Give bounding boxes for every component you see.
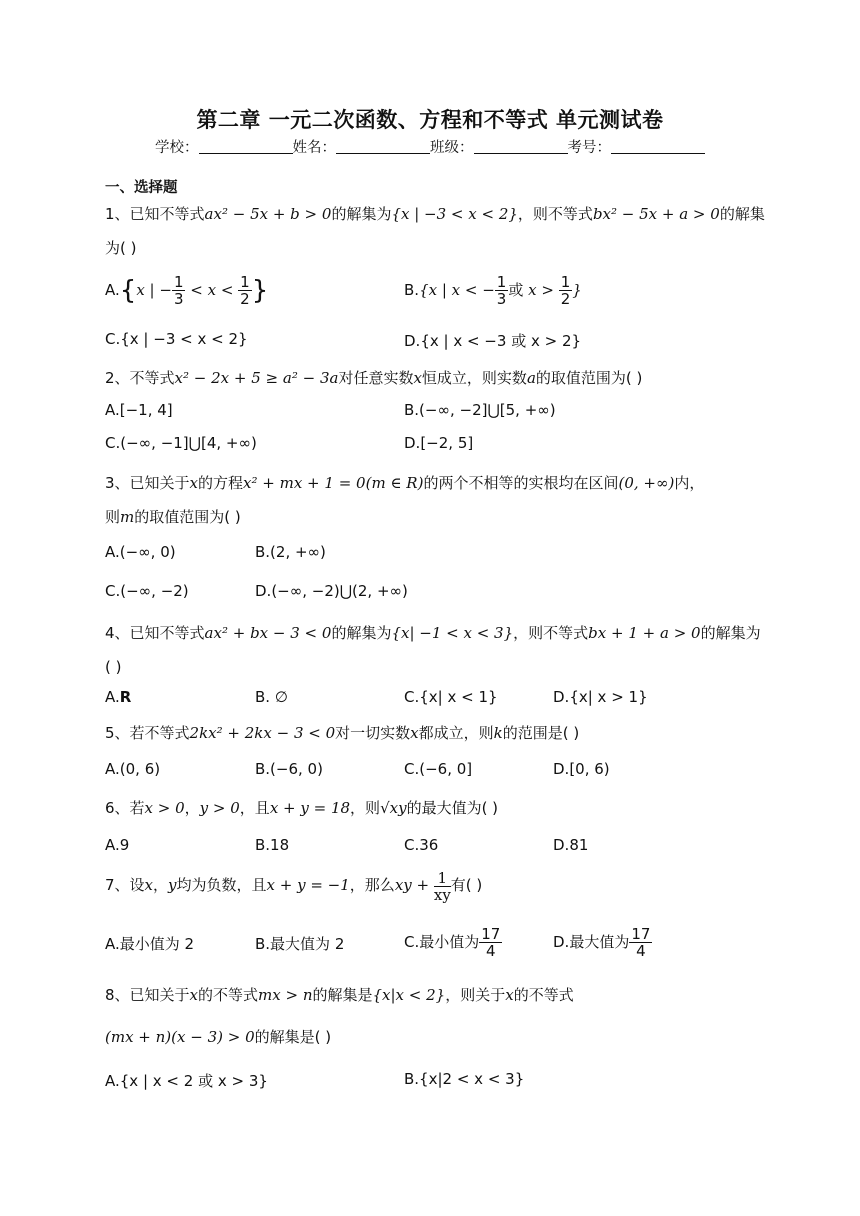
question-6 — [105, 791, 765, 825]
q4-text: ，则不等式 — [513, 624, 589, 642]
question-3 — [105, 466, 765, 534]
q6-option-d[interactable]: D.81 — [553, 836, 589, 854]
q4-text: 的解集为 — [331, 624, 392, 642]
q2-text: 2、不等式 — [105, 369, 175, 387]
q3-option-d[interactable]: D.(−∞, −2)⋃(2, +∞) — [255, 582, 408, 600]
q1-math: {x | −3 < x < 2} — [391, 205, 518, 223]
q8-math: x — [505, 986, 514, 1004]
q6-text: 6、若 — [105, 799, 145, 817]
q4-option-d[interactable]: D.{x| x > 1} — [553, 688, 648, 706]
q8-option-a[interactable] — [105, 1070, 268, 1091]
q7-text: 有( ) — [450, 876, 483, 894]
q5-option-a[interactable]: A.(0, 6) — [105, 760, 161, 778]
numerator: 1 — [496, 273, 507, 291]
q8-math: {x|x < 2} — [372, 986, 446, 1004]
q7-option-a[interactable]: A.最小值为 2 — [105, 935, 195, 953]
option-text: 或 — [198, 1072, 214, 1090]
q5-option-c[interactable]: C.(−6, 0] — [404, 760, 473, 778]
q6-text: ，且 — [239, 799, 270, 817]
brace-right: } — [251, 275, 269, 306]
q8-text: 8、已知关于 — [105, 986, 190, 1004]
name-blank[interactable] — [336, 139, 430, 154]
q7-option-d[interactable] — [553, 926, 652, 959]
q4-text: 4、已知不等式 — [105, 624, 205, 642]
q3-option-c[interactable]: C.(−∞, −2) — [105, 582, 189, 600]
q8-text: 的解集是( ) — [254, 1028, 332, 1046]
q4-text: ( ) — [105, 658, 122, 676]
q2-option-c[interactable]: C.(−∞, −1]⋃[4, +∞) — [105, 434, 257, 452]
numerator: 17 — [481, 925, 501, 943]
q3-text: 则 — [105, 508, 121, 526]
q5-math: x — [410, 724, 419, 742]
q8-math: mx > n — [258, 986, 313, 1004]
q4-option-b[interactable]: B. ∅ — [255, 688, 288, 706]
q6-option-c[interactable]: C.36 — [404, 836, 439, 854]
q3-math: (m ∈ R) — [365, 474, 424, 492]
option-text: D.最大值为 — [553, 933, 630, 951]
fraction — [172, 274, 186, 307]
numerator: 1 — [434, 870, 451, 887]
q7-math: y — [168, 876, 177, 894]
school-label: 学校： — [155, 140, 199, 156]
q2-option-a[interactable]: A.[−1, 4] — [105, 401, 173, 419]
q1-text: ，则不等式 — [517, 205, 593, 223]
q3-math: (0, +∞) — [618, 474, 675, 492]
q2-math: a — [526, 369, 536, 387]
q1-math: bx² − 5x + a > 0 — [592, 205, 720, 223]
q5-option-d[interactable]: D.[0, 6) — [553, 760, 610, 778]
q7-option-c[interactable] — [404, 926, 502, 959]
option-math: x > 3} — [213, 1072, 268, 1090]
q2-math: x — [413, 369, 422, 387]
q4-option-a[interactable] — [105, 688, 131, 706]
q2-option-d[interactable]: D.[−2, 5] — [404, 434, 474, 452]
q3-math: x — [189, 474, 199, 492]
option-math: A.{x | x < 2 — [105, 1072, 199, 1090]
q3-text: 的两个不相等的实根均在区间 — [423, 474, 619, 492]
q1-text: 的解集 — [719, 205, 765, 223]
option-math: D.{x | x < −3 — [404, 332, 512, 350]
school-blank[interactable] — [199, 139, 293, 154]
numerator: 1 — [240, 273, 250, 291]
q8-math: x — [189, 986, 199, 1004]
q2-math: x² − 2x + 5 ≥ a² − 3a — [174, 369, 339, 387]
q7-math: xy + — [394, 876, 434, 894]
q6-text: 的最大值为( ) — [406, 799, 499, 817]
q4-math: bx + 1 + a > 0 — [588, 624, 701, 642]
page-title: 第二章 一元二次函数、方程和不等式 单元测试卷 — [196, 108, 664, 132]
q1-text: 为( ) — [105, 239, 137, 257]
q4-text: 的解集为 — [700, 624, 761, 642]
q8-math: (mx + n)(x − 3) > 0 — [105, 1028, 255, 1046]
q7-text: ， — [153, 876, 169, 894]
question-7 — [105, 868, 765, 903]
number-blank[interactable] — [611, 139, 705, 154]
q8-text: 的不等式 — [513, 986, 574, 1004]
q6-option-b[interactable]: B.18 — [255, 836, 290, 854]
q3-math: x² + mx + 1 = 0 — [243, 474, 366, 492]
q5-math: k — [493, 724, 503, 742]
q1-option-d[interactable] — [404, 330, 581, 351]
option-letter: B. — [404, 281, 420, 299]
q4-option-c[interactable]: C.{x| x < 1} — [404, 688, 498, 706]
denominator: 2 — [240, 290, 250, 308]
q7-text: 均为负数，且 — [176, 876, 267, 894]
q5-text: 5、若不等式 — [105, 724, 190, 742]
option-math: x > — [523, 281, 559, 299]
option-math: < x < — [185, 281, 239, 299]
numerator: 17 — [631, 925, 651, 943]
option-math: R — [119, 688, 132, 706]
option-math: {x | x < − — [419, 281, 495, 299]
option-letter: A. — [105, 281, 120, 299]
question-2 — [105, 361, 765, 395]
q3-text: 内， — [674, 474, 705, 492]
q6-math: x + y = 18 — [269, 799, 351, 817]
q3-option-a[interactable]: A.(−∞, 0) — [105, 543, 176, 561]
numerator: 1 — [560, 273, 571, 291]
q1-text: 1、已知不等式 — [105, 205, 205, 223]
class-blank[interactable] — [474, 139, 568, 154]
q5-text: 都成立，则 — [418, 724, 494, 742]
q6-text: ，则 — [350, 799, 381, 817]
denominator: 4 — [486, 942, 496, 960]
q8-text: ，则关于 — [445, 986, 506, 1004]
q5-text: 对一切实数 — [335, 724, 411, 742]
q1-option-b[interactable] — [404, 274, 582, 307]
q7-text: ，那么 — [349, 876, 395, 894]
q8-text: 的解集是 — [312, 986, 373, 1004]
q4-math: {x| −1 < x < 3} — [391, 624, 514, 642]
denominator: 3 — [173, 290, 184, 308]
q6-math: x > 0 — [144, 799, 185, 817]
student-info-line — [0, 136, 860, 157]
numerator: 1 — [173, 273, 184, 291]
denominator: 3 — [496, 290, 507, 308]
option-letter: A. — [105, 688, 120, 706]
fraction — [238, 274, 252, 307]
option-math: x | − — [136, 281, 172, 299]
option-text: 或 — [508, 281, 524, 299]
q5-text: 的范围是( ) — [502, 724, 580, 742]
fraction — [629, 926, 652, 959]
q2-text: 恒成立，则实数 — [421, 369, 527, 387]
name-label: 姓名： — [292, 140, 336, 156]
number-label: 考号： — [567, 140, 611, 156]
q6-math: y > 0 — [199, 799, 240, 817]
denominator: 2 — [560, 290, 571, 308]
q8-text: 的不等式 — [198, 986, 259, 1004]
denominator: xy — [433, 885, 451, 904]
question-8 — [105, 978, 765, 1012]
fraction — [479, 926, 502, 959]
fraction — [434, 870, 451, 903]
q7-math: x + y = −1 — [266, 876, 350, 894]
question-4 — [105, 616, 765, 684]
q3-math: m — [120, 508, 135, 526]
q1-math: ax² − 5x + b > 0 — [204, 205, 332, 223]
q3-text: 的方程 — [198, 474, 244, 492]
fraction — [559, 274, 573, 307]
q3-text: 3、已知关于 — [105, 474, 190, 492]
q6-option-a[interactable]: A.9 — [105, 836, 130, 854]
q2-text: 对任意实数 — [338, 369, 414, 387]
q6-text: ， — [184, 799, 200, 817]
q4-math: ax² + bx − 3 < 0 — [204, 624, 332, 642]
q5-option-b[interactable]: B.(−6, 0) — [255, 760, 323, 778]
question-8-line-2 — [105, 1020, 765, 1054]
question-1 — [105, 197, 765, 265]
question-5 — [105, 716, 765, 750]
q1-text: 的解集为 — [331, 205, 392, 223]
q5-math: 2kx² + 2kx − 3 < 0 — [189, 724, 336, 742]
q3-text: 的取值范围为( ) — [134, 508, 241, 526]
q1-option-a[interactable] — [105, 274, 268, 307]
fraction — [495, 274, 509, 307]
q6-math: √xy — [380, 799, 407, 817]
option-math: } — [572, 281, 582, 299]
q7-math: x — [144, 876, 154, 894]
q3-option-b[interactable]: B.(2, +∞) — [255, 543, 326, 561]
class-label: 班级： — [430, 140, 474, 156]
q1-option-c[interactable]: C.{x | −3 < x < 2} — [105, 330, 248, 348]
option-math: x > 2} — [526, 332, 582, 350]
q8-option-b[interactable]: B.{x|2 < x < 3} — [404, 1070, 525, 1088]
section-heading: 一、选择题 — [105, 180, 178, 196]
denominator: 4 — [636, 942, 646, 960]
q7-text: 7、设 — [105, 876, 145, 894]
option-text: C.最小值为 — [404, 933, 480, 951]
q2-text: 的取值范围为( ) — [535, 369, 643, 387]
q2-option-b[interactable]: B.(−∞, −2]⋃[5, +∞) — [404, 401, 556, 419]
option-text: 或 — [511, 332, 527, 350]
brace-left: { — [119, 275, 137, 306]
q7-option-b[interactable]: B.最大值为 2 — [255, 935, 345, 953]
